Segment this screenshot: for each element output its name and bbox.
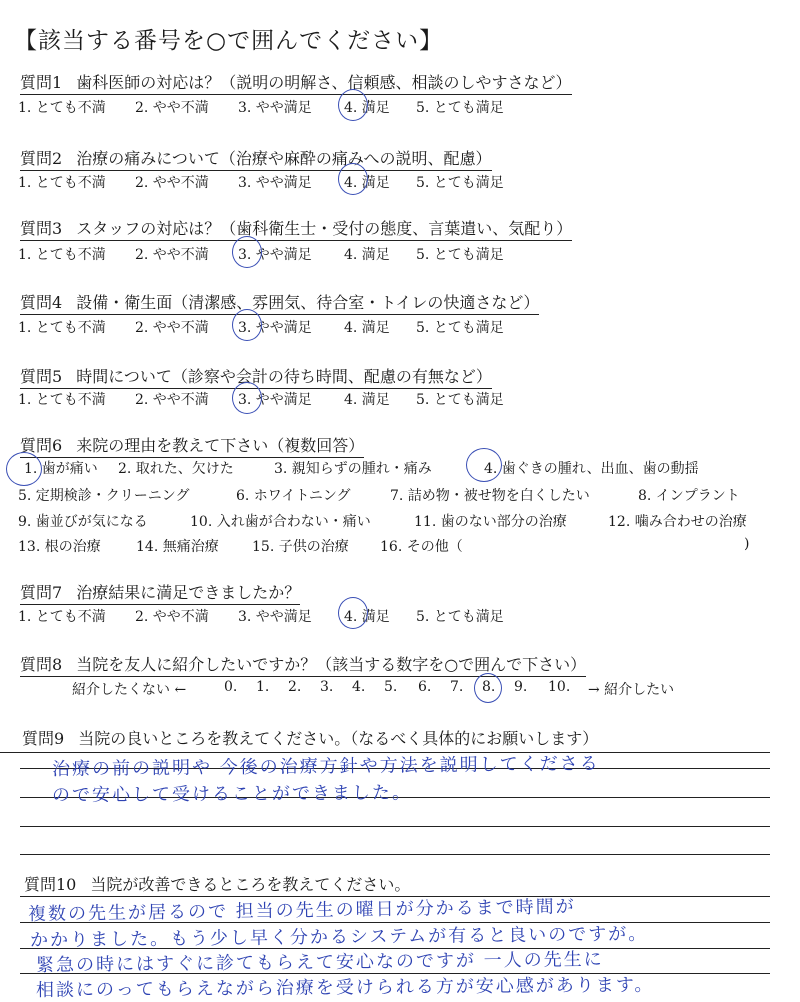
option-4[interactable]: 4. 満足 [344, 100, 390, 116]
scale-0[interactable]: 0. [224, 679, 238, 695]
scale-10[interactable]: 10. [548, 679, 571, 695]
option-1[interactable]: 1. とても不満 [18, 320, 106, 336]
reason-8[interactable]: 8. インプラント [638, 488, 740, 504]
other-close-paren: ) [744, 536, 750, 552]
question-1-heading [20, 70, 572, 95]
question-number: 質問8 [20, 655, 63, 674]
question-text: 来院の理由を教えて下さい（複数回答） [76, 436, 365, 455]
option-4[interactable]: 4. 満足 [344, 392, 390, 408]
reason-11[interactable]: 11. 歯のない部分の治療 [414, 514, 567, 530]
question-number: 質問6 [20, 436, 63, 455]
page-title: 【該当する番号を○で囲んでください】 [14, 28, 444, 54]
option-2[interactable]: 2. やや不満 [135, 392, 209, 408]
option-4[interactable]: 4. 満足 [344, 247, 390, 263]
answer-line [20, 826, 770, 827]
scale-4[interactable]: 4. [352, 679, 366, 695]
option-4[interactable]: 4. 満足 [344, 609, 390, 625]
reason-16[interactable]: 16. その他（ [380, 539, 463, 555]
reason-14[interactable]: 14. 無痛治療 [136, 539, 219, 555]
handwritten-answer-line: ので安心して受けることができました。 [51, 782, 413, 806]
reason-10[interactable]: 10. 入れ歯が合わない・痛い [190, 514, 371, 530]
question-6-heading [20, 433, 364, 458]
option-5[interactable]: 5. とても満足 [416, 247, 504, 263]
option-2[interactable]: 2. やや不満 [135, 175, 209, 191]
answer-line [20, 854, 770, 855]
option-2[interactable]: 2. やや不満 [135, 100, 209, 116]
reason-3[interactable]: 3. 親知らずの腫れ・痛み [274, 461, 432, 477]
question-number: 質問4 [20, 293, 63, 312]
option-1[interactable]: 1. とても不満 [18, 175, 106, 191]
question-5-heading [20, 364, 492, 389]
question-number: 質問3 [20, 219, 63, 238]
handwritten-answer-line: 相談にのってもらえながら治療を受けられる方が安心感があります。 [35, 974, 655, 1001]
option-1[interactable]: 1. とても不満 [18, 100, 106, 116]
question-10-heading [24, 872, 410, 895]
question-number: 質問2 [20, 149, 63, 168]
option-1[interactable]: 1. とても不満 [18, 247, 106, 263]
option-2[interactable]: 2. やや不満 [135, 247, 209, 263]
question-number: 質問7 [20, 583, 63, 602]
scale-6[interactable]: 6. [418, 679, 432, 695]
question-text: 当院の良いところを教えてください。（なるべく具体的にお願いします） [78, 729, 599, 748]
reason-4[interactable]: 4. 歯ぐきの腫れ、出血、歯の動揺 [484, 461, 699, 477]
handwritten-answer-line: かかりました。もう少し早く分かるシステムが有ると良いのですが。 [29, 923, 649, 951]
option-5[interactable]: 5. とても満足 [416, 175, 504, 191]
question-7-heading [20, 580, 300, 605]
question-text: 歯科医師の対応は？（説明の明解さ、信頼感、相談のしやすさなど） [76, 73, 572, 92]
option-5[interactable]: 5. とても満足 [416, 320, 504, 336]
scale-3[interactable]: 3. [320, 679, 334, 695]
question-text: スタッフの対応は？（歯科衛生士・受付の態度、言葉遣い、気配り） [76, 219, 573, 238]
option-3[interactable]: 3. やや満足 [238, 247, 312, 263]
question-text: 当院を友人に紹介したいですか？（該当する数字を○で囲んで下さい） [76, 655, 587, 674]
reason-1[interactable]: 1. 歯が痛い [24, 461, 98, 477]
handwritten-answer-line: 治療の前の説明や 今後の治療方針や方法を説明してくださる [51, 753, 600, 780]
handwritten-answer-line: 複数の先生が居るので 担当の先生の曜日が分かるまで時間が [27, 896, 576, 925]
option-3[interactable]: 3. やや満足 [238, 320, 312, 336]
scale-5[interactable]: 5. [384, 679, 398, 695]
reason-9[interactable]: 9. 歯並びが気になる [18, 514, 148, 530]
option-3[interactable]: 3. やや満足 [238, 392, 312, 408]
question-2-heading [20, 146, 492, 171]
option-4[interactable]: 4. 満足 [344, 175, 390, 191]
question-text: 設備・衛生面（清潔感、雰囲気、待合室・トイレの快適さなど） [76, 293, 540, 312]
option-1[interactable]: 1. とても不満 [18, 609, 106, 625]
reason-6[interactable]: 6. ホワイトニング [236, 488, 351, 504]
question-text: 当院が改善できるところを教えてください。 [90, 875, 411, 894]
reason-15[interactable]: 15. 子供の治療 [252, 539, 349, 555]
scale-9[interactable]: 9. [514, 679, 528, 695]
scale-right-label: → 紹介したい [588, 682, 675, 698]
option-4[interactable]: 4. 満足 [344, 320, 390, 336]
handwritten-answer-line: 緊急の時にはすぐに診てもらえて安心なのですが 一人の先生に [35, 949, 604, 976]
option-3[interactable]: 3. やや満足 [238, 175, 312, 191]
option-5[interactable]: 5. とても満足 [416, 392, 504, 408]
option-3[interactable]: 3. やや満足 [238, 609, 312, 625]
reason-5[interactable]: 5. 定期検診・クリーニング [18, 488, 190, 504]
scale-2[interactable]: 2. [288, 679, 302, 695]
scale-1[interactable]: 1. [256, 679, 270, 695]
question-9-heading [22, 726, 598, 749]
scale-left-label: 紹介したくない ← [72, 682, 187, 698]
option-3[interactable]: 3. やや満足 [238, 100, 312, 116]
question-text: 時間について（診察や会計の待ち時間、配慮の有無など） [76, 367, 492, 386]
question-number: 質問9 [22, 729, 65, 748]
option-2[interactable]: 2. やや不満 [135, 609, 209, 625]
reason-12[interactable]: 12. 噛み合わせの治療 [608, 514, 747, 530]
question-text: 治療結果に満足できましたか？ [76, 583, 301, 602]
option-2[interactable]: 2. やや不満 [135, 320, 209, 336]
question-number: 質問5 [20, 367, 63, 386]
question-3-heading [20, 216, 572, 241]
scale-7[interactable]: 7. [450, 679, 464, 695]
option-1[interactable]: 1. とても不満 [18, 392, 106, 408]
question-number: 質問10 [24, 875, 77, 894]
reason-13[interactable]: 13. 根の治療 [18, 539, 101, 555]
question-4-heading [20, 290, 539, 315]
reason-2[interactable]: 2. 取れた、欠けた [118, 461, 234, 477]
option-5[interactable]: 5. とても満足 [416, 100, 504, 116]
option-5[interactable]: 5. とても満足 [416, 609, 504, 625]
question-text: 治療の痛みについて（治療や麻酔の痛みへの説明、配慮） [76, 149, 492, 168]
question-number: 質問1 [20, 73, 63, 92]
reason-7[interactable]: 7. 詰め物・被せ物を白くしたい [390, 488, 590, 504]
scale-8[interactable]: 8. [482, 679, 496, 695]
question-8-heading [20, 652, 586, 677]
